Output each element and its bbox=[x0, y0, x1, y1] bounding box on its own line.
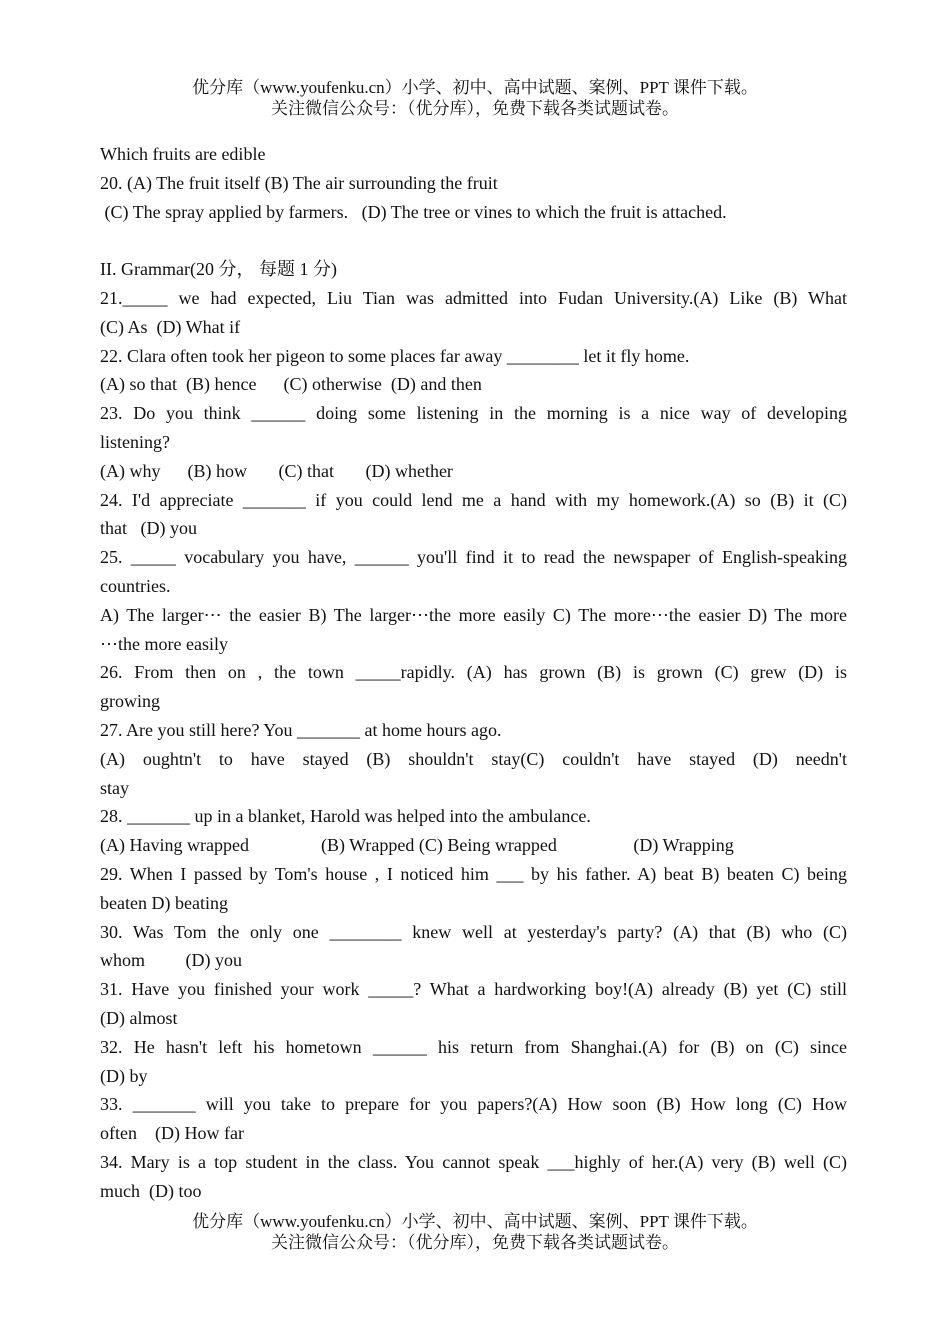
question-line: (D) almost bbox=[100, 1007, 178, 1028]
page-header bbox=[0, 77, 950, 119]
question-line: 25. _____ vocabulary you have, ______ you'll find it to read the newspaper of English-speaking bbox=[100, 547, 847, 568]
question-21 bbox=[100, 284, 847, 342]
question-line: 30. Was Tom the only one ________ knew well at yesterday's party? (A) that (B) who (C) bbox=[100, 921, 847, 942]
question-line: (A) why (B) how (C) that (D) whether bbox=[100, 460, 453, 481]
question-34 bbox=[100, 1148, 847, 1206]
question-line: 32. He hasn't left his hometown ______ his return from Shanghai.(A) for (B) on (C) since bbox=[100, 1036, 847, 1057]
question-29 bbox=[100, 860, 847, 918]
question-line: 22. Clara often took her pigeon to some places far away ________ let it fly home. bbox=[100, 345, 690, 366]
question-line: countries. bbox=[100, 575, 171, 596]
question-line: whom (D) you bbox=[100, 950, 242, 971]
question-line: (A) Having wrapped (B) Wrapped (C) Being wrapped (D) Wrapping bbox=[100, 835, 734, 856]
header-line-1: 优分库（www.youfenku.cn）小学、初中、高中试题、案例、PPT 课件下载。 bbox=[192, 78, 758, 97]
question-33 bbox=[100, 1090, 847, 1148]
footer-line-2: 关注微信公众号：（优分库），免费下载各类试题试卷。 bbox=[271, 1233, 679, 1252]
question-line: 24. I'd appreciate _______ if you could lend me a hand with my homework.(A) so (B) it (C) bbox=[100, 489, 847, 510]
question-line: 31. Have you finished your work _____? What a hardworking boy!(A) already (B) yet (C) still bbox=[100, 979, 847, 1000]
question-line: 23. Do you think ______ doing some listening in the morning is a nice way of developing bbox=[100, 403, 847, 424]
question-line: beaten D) beating bbox=[100, 892, 228, 913]
question-27 bbox=[100, 716, 847, 802]
question-20-options-2: (C) The spray applied by farmers. (D) The tree or vines to which the fruit is attached. bbox=[100, 201, 727, 222]
question-line: 33. _______ will you take to prepare for you papers?(A) How soon (B) How long (C) How bbox=[100, 1094, 847, 1115]
question-25 bbox=[100, 543, 847, 658]
header-line-2: 关注微信公众号：（优分库），免费下载各类试题试卷。 bbox=[271, 99, 679, 118]
question-23 bbox=[100, 399, 847, 485]
question-line: 34. Mary is a top student in the class. You cannot speak ___highly of her.(A) very (B) well (C) bbox=[100, 1151, 847, 1172]
question-30 bbox=[100, 918, 847, 976]
question-line: 21._____ we had expected, Liu Tian was admitted into Fudan University.(A) Like (B) What bbox=[100, 287, 847, 308]
question-line: 27. Are you still here? You _______ at home hours ago. bbox=[100, 719, 502, 740]
question-line: A) The larger⋯ the easier B) The larger⋯the more easily C) The more⋯the easier D) The more bbox=[100, 604, 847, 625]
question-line: (C) As (D) What if bbox=[100, 316, 241, 337]
blank-line bbox=[100, 226, 847, 255]
question-line: much (D) too bbox=[100, 1180, 202, 1201]
question-line: listening? bbox=[100, 431, 170, 452]
question-line: ⋯the more easily bbox=[100, 633, 228, 654]
question-line: (A) so that (B) hence (C) otherwise (D) and then bbox=[100, 374, 482, 395]
document-body bbox=[100, 140, 847, 1205]
question-line: 26. From then on , the town _____rapidly. (A) has grown (B) is grown (C) grew (D) is bbox=[100, 662, 847, 683]
question-24 bbox=[100, 486, 847, 544]
question-31 bbox=[100, 975, 847, 1033]
question-line: 28. _______ up in a blanket, Harold was helped into the ambulance. bbox=[100, 806, 591, 827]
question-20 bbox=[100, 140, 847, 226]
question-22 bbox=[100, 342, 847, 400]
question-20-stem: Which fruits are edible bbox=[100, 144, 266, 164]
question-line: (A) oughtn't to have stayed (B) shouldn't stay(C) couldn't have stayed (D) needn't bbox=[100, 748, 847, 769]
question-32 bbox=[100, 1033, 847, 1091]
question-line: stay bbox=[100, 777, 129, 798]
footer-line-1: 优分库（www.youfenku.cn）小学、初中、高中试题、案例、PPT 课件下载。 bbox=[192, 1212, 758, 1231]
question-line: (D) by bbox=[100, 1065, 148, 1086]
question-26 bbox=[100, 658, 847, 716]
section-title: II. Grammar(20 分， 每题 1 分) bbox=[100, 259, 337, 280]
question-line: that (D) you bbox=[100, 518, 197, 539]
page-footer bbox=[0, 1211, 950, 1253]
question-line: 29. When I passed by Tom's house , I noticed him ___ by his father. A) beat B) beaten C) being bbox=[100, 863, 847, 884]
question-line: growing bbox=[100, 691, 160, 712]
question-line: often (D) How far bbox=[100, 1123, 244, 1144]
question-28 bbox=[100, 802, 847, 860]
question-20-options-1: 20. (A) The fruit itself (B) The air surrounding the fruit bbox=[100, 172, 498, 193]
